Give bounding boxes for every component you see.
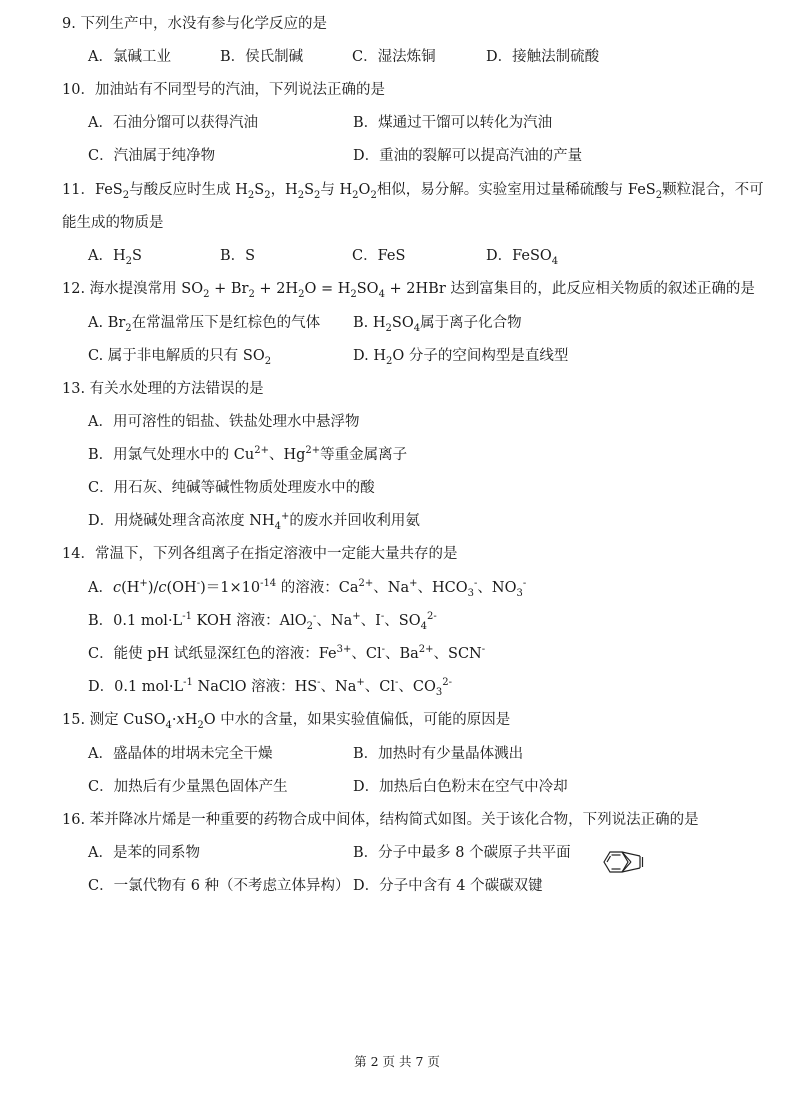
question-10-stem: 10．加油站有不同型号的汽油，下列说法正确的是 bbox=[62, 82, 385, 98]
q14-option-a: A．$c(H^+)/c(OH^-)=1\times 10^{-14}$ 的溶液：$Ca^{2+}$、Na+、$HCO_3^-$、$NO_3^-$ bbox=[88, 578, 527, 599]
q9-option-b: B．侯氏制碱 bbox=[220, 49, 304, 65]
question-16-stem: 16. 苯并降冰片烯是一种重要的药物合成中间体，结构简式如图。关于该化合物，下列说法正确的是 bbox=[62, 812, 699, 828]
q15-option-d: D．加热后白色粉末在空气中冷却 bbox=[353, 779, 568, 795]
q11-option-b: B．S bbox=[220, 248, 256, 264]
q10-option-b: B．煤通过干馏可以转化为汽油 bbox=[353, 115, 553, 131]
q9-option-a: A．氯碱工业 bbox=[88, 49, 171, 65]
q16-option-a: A．是苯的同系物 bbox=[88, 845, 200, 861]
q12-option-c: C. 属于非电解质的只有 $SO_2$ bbox=[88, 348, 272, 367]
question-15-stem: 15. 测定 $CuSO_4\cdot xH_2O$ 中水的含量，如果实验值偏低，可能的原因是 bbox=[62, 712, 511, 731]
q14-option-d: D．0.1 $mol\cdot L^{-1}$ NaClO 溶液：HS-、Na+、Cl-、$CO_3^{2-}$ bbox=[88, 677, 453, 698]
q16-option-b: B．分子中最多 8 个碳原子共平面 bbox=[353, 845, 571, 861]
q13-option-c: C．用石灰、纯碱等碱性物质处理废水中的酸 bbox=[88, 480, 375, 496]
q13-option-a: A．用可溶性的铝盐、铁盐处理水中悬浮物 bbox=[88, 414, 360, 430]
q16-option-c: C．一氯代物有 6 种（不考虑立体异构） bbox=[88, 878, 350, 894]
q9-option-d: D．接触法制硫酸 bbox=[486, 49, 600, 65]
q12-option-d: D. $H_2O$ 分子的空间构型是直线型 bbox=[353, 348, 569, 367]
question-14-stem: 14．常温下，下列各组离子在指定溶液中一定能大量共存的是 bbox=[62, 546, 458, 562]
q14-option-b: B．0.1 $mol\cdot L^{-1}$ KOH 溶液：AlO$_2$-、Na+、I-、$SO_4^{2-}$ bbox=[88, 611, 437, 632]
q10-option-c: C．汽油属于纯净物 bbox=[88, 148, 216, 164]
q14-option-c: C．能使 pH 试纸显深红色的溶液：$Fe^{3+}$、Cl-、$Ba^{2+}$、SCN- bbox=[88, 644, 486, 662]
q10-option-d: D．重油的裂解可以提高汽油的产量 bbox=[353, 148, 583, 164]
benzonorbornadiene-structure-icon bbox=[600, 846, 648, 878]
q11-option-c: C．FeS bbox=[352, 248, 406, 264]
q12-option-b: B. $H_2SO_4$属于离子化合物 bbox=[353, 315, 522, 334]
question-9-stem: 9. 下列生产中，水没有参与化学反应的是 bbox=[62, 16, 327, 32]
q12-option-a: A. $Br_2$在常温常压下是红棕色的气体 bbox=[88, 315, 321, 334]
q11-option-d: D．FeSO$_4$ bbox=[486, 248, 559, 267]
q13-option-b: B．用氯气处理水中的 $Cu^{2+}$、$Hg^{2+}$等重金属离子 bbox=[88, 445, 408, 463]
q16-option-d: D．分子中含有 4 个碳碳双键 bbox=[353, 878, 543, 894]
question-11-stem-cont: 能生成的物质是 bbox=[62, 215, 164, 231]
q10-option-a: A．石油分馏可以获得汽油 bbox=[88, 115, 258, 131]
page-number-footer: 第 2 页 共 7 页 bbox=[354, 1054, 440, 1069]
q9-option-c: C．湿法炼铜 bbox=[352, 49, 436, 65]
q15-option-c: C．加热后有少量黑色固体产生 bbox=[88, 779, 288, 795]
q13-option-d: D．用烧碱处理含高浓度 $NH_4^+$的废水并回收利用氨 bbox=[88, 511, 420, 532]
q11-option-a: A．$H_2S$ bbox=[88, 248, 142, 267]
q15-option-b: B．加热时有少量晶体溅出 bbox=[353, 746, 524, 762]
question-12-stem: 12. 海水提溴常用 $SO_2 + Br_2 + 2H_2O = H_2SO_4 + 2HBr$ 达到富集目的，此反应相关物质的叙述正确的是 bbox=[62, 281, 755, 300]
q15-option-a: A．盛晶体的坩埚未完全干燥 bbox=[88, 746, 273, 762]
question-13-stem: 13. 有关水处理的方法错误的是 bbox=[62, 381, 264, 397]
question-11-stem: 11．FeS$_2$与酸反应时生成 $H_2S_2$，$H_2S_2$与 $H_2O_2$相似，易分解。实验室用过量稀硫酸与 FeS$_2$颗粒混合，不可 bbox=[62, 182, 764, 201]
